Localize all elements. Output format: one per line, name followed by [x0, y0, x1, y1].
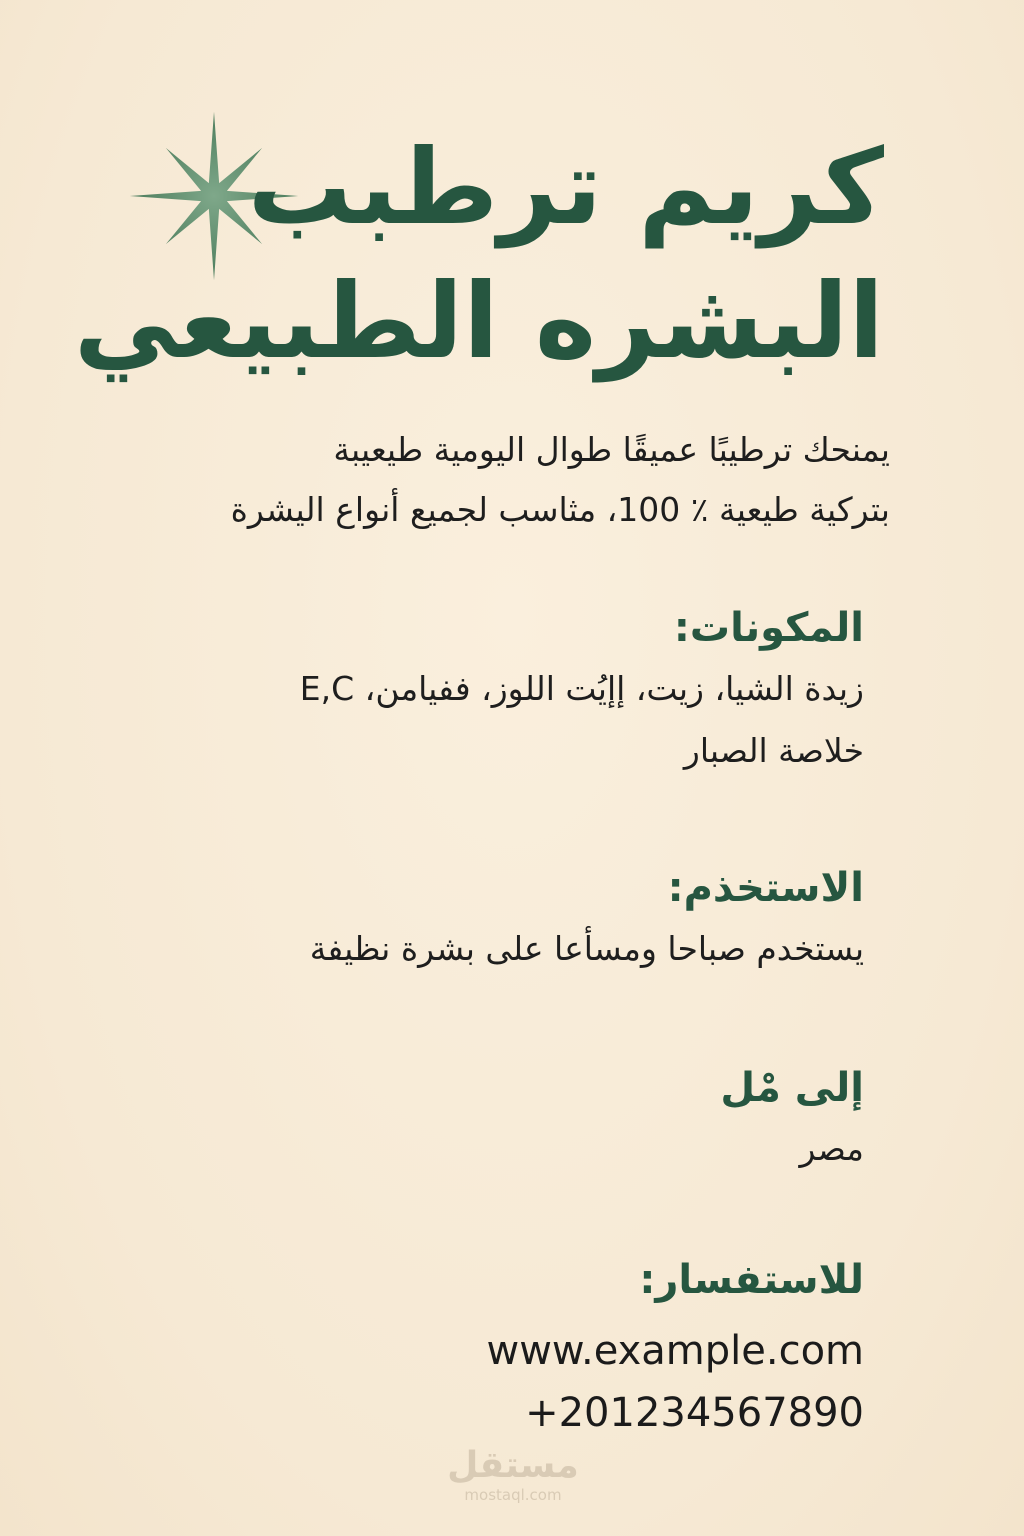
origin-section	[144, 1058, 864, 1180]
title-line-2: البشره الطبيعي	[73, 260, 884, 382]
contact-list	[144, 1320, 864, 1444]
origin-country: مصر	[799, 1129, 864, 1168]
contact-section	[144, 1250, 864, 1444]
watermark-latin: mostaql.com	[464, 1486, 562, 1504]
ingredients-line-1: زيدة الشيا، زيت، إإيُت اللوز، ففيامن، E,C	[299, 669, 864, 708]
ingredients-heading: المكونات:	[673, 605, 864, 651]
ingredients-body	[144, 658, 864, 782]
ingredients-line-2: خلاصة الصبار	[683, 731, 864, 770]
origin-heading: إلى مْل	[720, 1065, 864, 1111]
product-description	[110, 420, 890, 540]
usage-body	[144, 918, 864, 980]
usage-section	[144, 858, 864, 980]
description-line-1: يمنحك ترطيبًا عميقًا طوال اليومية طيعيبة	[333, 430, 890, 469]
description-line-2: بتركية طيعية ٪ 100، مثاسب لجميع أنواع اليشرة	[230, 490, 890, 529]
usage-heading: الاستخذم:	[667, 865, 864, 911]
website-link[interactable]: www.example.com	[486, 1328, 864, 1374]
usage-line-1: يستخدم صباحا ومسأعا على بشرة نظيفة	[309, 929, 864, 968]
watermark	[438, 1446, 588, 1504]
title-line-1: كريم ترطبب	[247, 126, 884, 248]
contact-heading: للاستفسار:	[639, 1257, 864, 1303]
phone-number[interactable]: +201234567890	[525, 1390, 864, 1436]
product-title	[73, 120, 884, 388]
watermark-arabic: مستقل	[447, 1445, 579, 1486]
ingredients-section	[144, 598, 864, 782]
origin-body	[144, 1118, 864, 1180]
